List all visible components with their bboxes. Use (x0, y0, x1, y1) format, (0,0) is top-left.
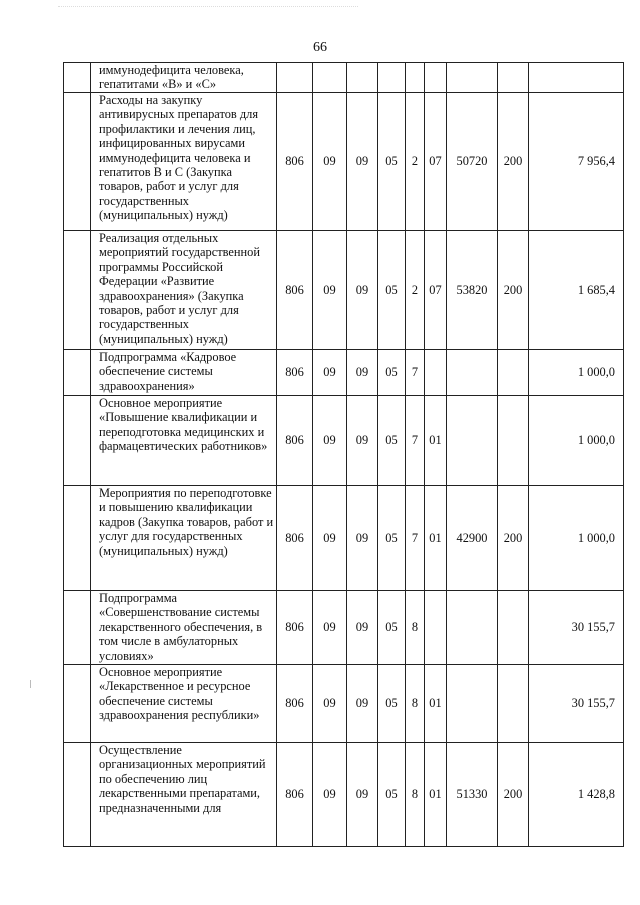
row-marker-cell (64, 743, 91, 847)
direction-cell (447, 665, 498, 743)
scan-edge-mark (30, 680, 31, 688)
program-cell: 05 (378, 743, 406, 847)
subsection-cell (347, 63, 378, 93)
program-cell: 05 (378, 591, 406, 665)
item-name-cell: Подпрограмма «Совершенствование системы лекарственного обеспечения, в том числе в амбулаторных условиях» (91, 591, 277, 665)
code-cell: 806 (277, 93, 313, 231)
table-row (64, 231, 624, 350)
subsection-cell: 09 (347, 591, 378, 665)
direction-cell (447, 63, 498, 93)
expense-type-cell (498, 63, 529, 93)
row-marker-cell (64, 665, 91, 743)
activity-cell: 01 (425, 486, 447, 591)
code-cell (277, 63, 313, 93)
subsection-cell: 09 (347, 93, 378, 231)
subprogram-cell: 2 (406, 231, 425, 350)
amount-cell: 30 155,7 (529, 591, 624, 665)
item-name-cell: Мероприятия по переподготовке и повышению квалификации кадров (Закупка товаров, работ и услуг для государственных (муниципальных) нужд) (91, 486, 277, 591)
row-marker-cell (64, 63, 91, 93)
item-name-cell: Основное мероприятие «Лекарственное и ресурсное обеспечение системы здравоохранения республики» (91, 665, 277, 743)
section-cell: 09 (313, 665, 347, 743)
subsection-cell: 09 (347, 231, 378, 350)
table-row (64, 486, 624, 591)
direction-cell: 51330 (447, 743, 498, 847)
direction-cell (447, 591, 498, 665)
amount-cell: 1 685,4 (529, 231, 624, 350)
code-cell: 806 (277, 591, 313, 665)
expense-type-cell (498, 591, 529, 665)
expense-type-cell: 200 (498, 231, 529, 350)
activity-cell: 07 (425, 93, 447, 231)
budget-table (63, 62, 624, 847)
table-row (64, 350, 624, 396)
activity-cell: 01 (425, 743, 447, 847)
expense-type-cell: 200 (498, 486, 529, 591)
direction-cell: 42900 (447, 486, 498, 591)
program-cell: 05 (378, 665, 406, 743)
activity-cell (425, 591, 447, 665)
subsection-cell: 09 (347, 396, 378, 486)
subprogram-cell: 8 (406, 591, 425, 665)
amount-cell: 1 428,8 (529, 743, 624, 847)
direction-cell (447, 350, 498, 396)
item-name-cell: Основное мероприятие «Повышение квалификации и переподготовка медицинских и фармацевтических работников» (91, 396, 277, 486)
row-marker-cell (64, 591, 91, 665)
amount-cell (529, 63, 624, 93)
activity-cell: 01 (425, 665, 447, 743)
subprogram-cell: 2 (406, 93, 425, 231)
direction-cell: 53820 (447, 231, 498, 350)
program-cell: 05 (378, 486, 406, 591)
code-cell: 806 (277, 743, 313, 847)
row-marker-cell (64, 350, 91, 396)
subprogram-cell: 8 (406, 665, 425, 743)
amount-cell: 7 956,4 (529, 93, 624, 231)
expense-type-cell (498, 396, 529, 486)
section-cell: 09 (313, 743, 347, 847)
item-name-cell: Осуществление организационных мероприятий по обеспечению лиц лекарственными препаратами, предназначенными для (91, 743, 277, 847)
subprogram-cell: 7 (406, 396, 425, 486)
expense-type-cell (498, 665, 529, 743)
item-name-cell: Подпрограмма «Кадровое обеспечение системы здравоохранения» (91, 350, 277, 396)
scan-noise (58, 6, 358, 13)
row-marker-cell (64, 231, 91, 350)
direction-cell (447, 396, 498, 486)
table-row (64, 396, 624, 486)
program-cell: 05 (378, 396, 406, 486)
section-cell: 09 (313, 231, 347, 350)
item-name-cell: Расходы на закупку антивирусных препаратов для профилактики и лечения лиц, инфицированных вирусами иммунодефицита человека и гепатитов В и С (Закупка товаров, работ и услуг для государственных (муниципальных) нужд) (91, 93, 277, 231)
subsection-cell: 09 (347, 665, 378, 743)
amount-cell: 30 155,7 (529, 665, 624, 743)
section-cell: 09 (313, 350, 347, 396)
table-row (64, 591, 624, 665)
program-cell: 05 (378, 231, 406, 350)
subsection-cell: 09 (347, 350, 378, 396)
item-name-cell: Реализация отдельных мероприятий государственной программы Российской Федерации «Развитие здравоохранения» (Закупка товаров, работ и услуг для государственных (муниципальных) нужд) (91, 231, 277, 350)
code-cell: 806 (277, 396, 313, 486)
program-cell: 05 (378, 350, 406, 396)
program-cell (378, 63, 406, 93)
activity-cell (425, 63, 447, 93)
amount-cell: 1 000,0 (529, 396, 624, 486)
table-row (64, 93, 624, 231)
direction-cell: 50720 (447, 93, 498, 231)
amount-cell: 1 000,0 (529, 350, 624, 396)
table-row (64, 743, 624, 847)
subprogram-cell: 7 (406, 486, 425, 591)
subprogram-cell (406, 63, 425, 93)
row-marker-cell (64, 396, 91, 486)
expense-type-cell: 200 (498, 93, 529, 231)
subsection-cell: 09 (347, 743, 378, 847)
section-cell: 09 (313, 486, 347, 591)
subprogram-cell: 7 (406, 350, 425, 396)
code-cell: 806 (277, 350, 313, 396)
subsection-cell: 09 (347, 486, 378, 591)
table-row (64, 665, 624, 743)
item-name-cell: иммунодефицита человека, гепатитами «В» и «С» (91, 63, 277, 93)
section-cell (313, 63, 347, 93)
program-cell: 05 (378, 93, 406, 231)
budget-table-body (64, 63, 624, 847)
code-cell: 806 (277, 486, 313, 591)
page-number: 66 (313, 40, 327, 55)
table-row (64, 63, 624, 93)
code-cell: 806 (277, 665, 313, 743)
section-cell: 09 (313, 396, 347, 486)
activity-cell: 07 (425, 231, 447, 350)
row-marker-cell (64, 486, 91, 591)
expense-type-cell (498, 350, 529, 396)
subprogram-cell: 8 (406, 743, 425, 847)
code-cell: 806 (277, 231, 313, 350)
amount-cell: 1 000,0 (529, 486, 624, 591)
activity-cell (425, 350, 447, 396)
expense-type-cell: 200 (498, 743, 529, 847)
row-marker-cell (64, 93, 91, 231)
activity-cell: 01 (425, 396, 447, 486)
section-cell: 09 (313, 591, 347, 665)
section-cell: 09 (313, 93, 347, 231)
